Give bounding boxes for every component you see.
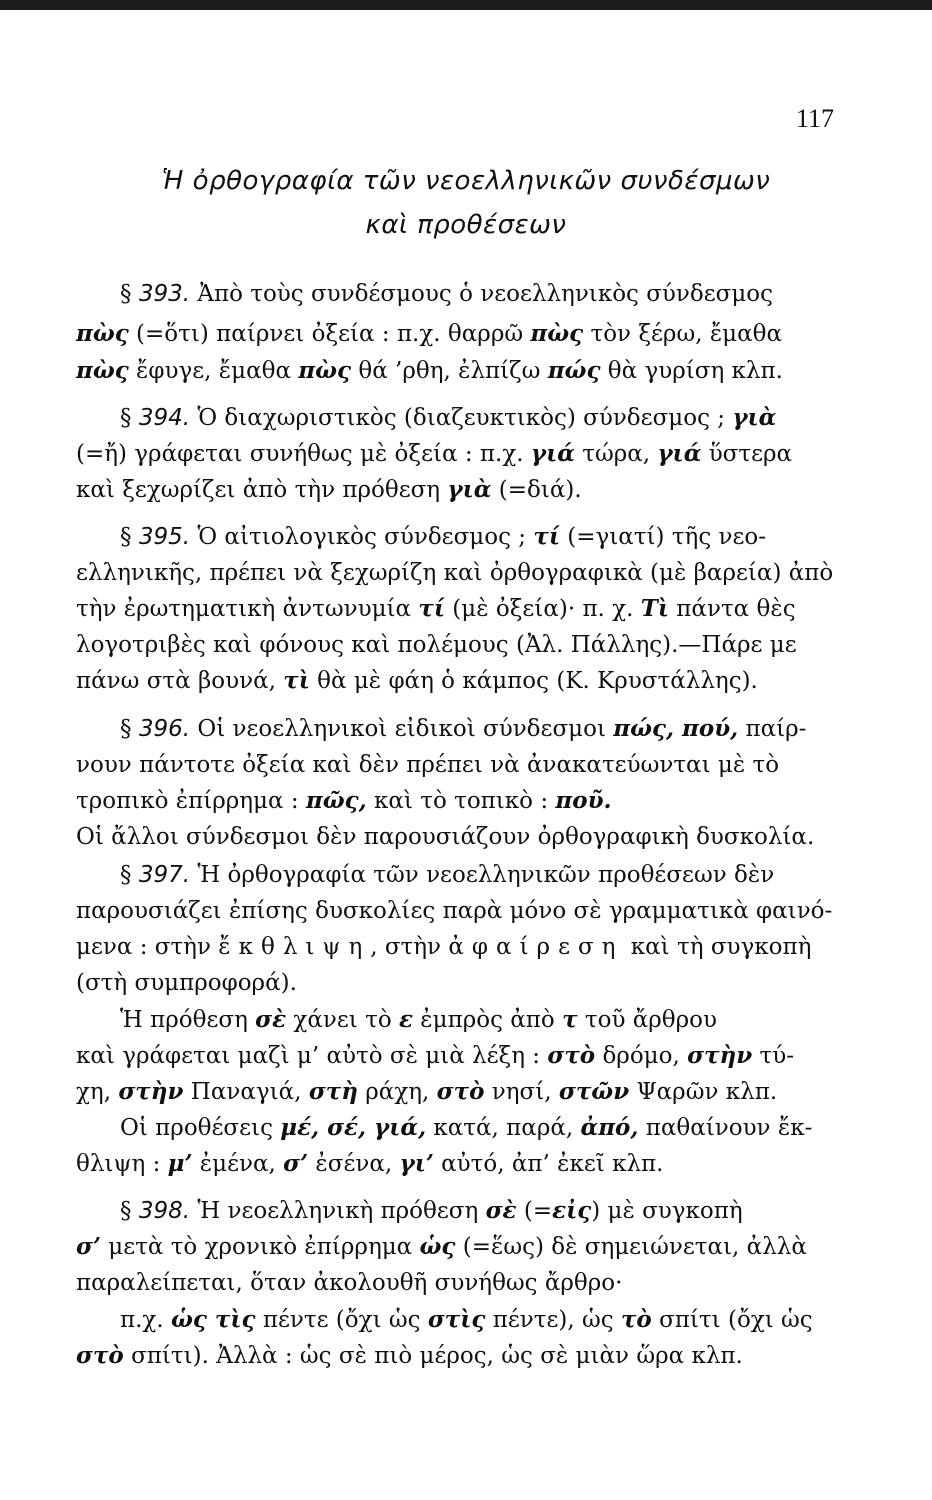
emphasized-word: τί	[418, 595, 445, 622]
chapter-title-line-2: καὶ προθέσεων	[365, 210, 567, 240]
emphasized-word: σ’	[283, 1150, 309, 1177]
text-line	[76, 1265, 844, 1301]
emphasized-word: στὸ	[436, 1078, 485, 1105]
text-run: χάνει τὸ	[286, 1007, 400, 1033]
text-run: §	[120, 281, 139, 307]
text-run: καὶ τὴ συγκοπὴ	[623, 934, 812, 960]
text-run: τροπικὸ ἐπίρρημα :	[76, 788, 306, 814]
emphasized-word: ὡς τὶς	[171, 1306, 256, 1333]
text-run: ὕστερα	[701, 441, 793, 467]
text-run: νησί,	[484, 1079, 559, 1105]
text-run: §	[120, 862, 139, 888]
text-run: πέντε (ὄχι ὡς	[255, 1307, 428, 1333]
emphasized-word: ὡς	[419, 1233, 456, 1260]
emphasized-word: σὲ	[485, 1197, 517, 1224]
emphasized-word: σὲ	[255, 1006, 287, 1033]
emphasized-word: στὴν	[687, 1042, 753, 1069]
emphasized-word: ε	[399, 1006, 413, 1033]
text-line	[76, 1038, 844, 1074]
text-run: χη,	[76, 1079, 119, 1105]
text-line	[120, 1002, 888, 1038]
emphasized-word: Τὶ	[640, 595, 669, 622]
section-number: 397.	[138, 862, 191, 888]
section-number: 398.	[138, 1198, 191, 1224]
text-run: (=ὅτι) παίρνει ὀξεία : π.χ. θαρρῶ	[128, 321, 531, 347]
text-line	[76, 893, 844, 929]
text-line	[76, 316, 844, 352]
text-run: πάνω στὰ βουνά,	[76, 668, 284, 694]
emphasized-word: στὴ	[308, 1078, 358, 1105]
text-run: τὸν ξέρω, ἔμαθα	[583, 321, 783, 347]
text-line	[120, 1110, 888, 1146]
text-line	[120, 1302, 888, 1338]
emphasized-word: στὸ	[547, 1042, 596, 1069]
text-run: ἔφυγε, ἔμαθα	[128, 358, 299, 384]
text-line	[76, 1338, 844, 1374]
text-run: (=ἤ) γράφεται συνήθως μὲ ὀξεία : π.χ.	[76, 441, 531, 467]
text-run: σπίτι). Ἀλλὰ : ὡς σὲ πιὸ μέρος, ὡς σὲ μιὰν ὥρα κλπ.	[123, 1343, 743, 1369]
text-run: παραλείπεται, ὅταν ἀκολουθῆ συνήθως ἄρθρο·	[76, 1270, 623, 1296]
text-run: §	[120, 716, 139, 742]
text-run: θὰ μὲ φάη ὁ κάμπος (Κ. Κρυστάλλης).	[309, 668, 758, 694]
text-run: Ψαρῶν κλπ.	[629, 1079, 778, 1105]
emphasized-word: πώς, πού,	[613, 715, 739, 742]
text-run: ἐμένα,	[192, 1151, 284, 1177]
emphasized-word: γιὰ	[447, 476, 492, 503]
text-run: πάντα θὲς	[669, 596, 796, 622]
text-line	[76, 747, 844, 783]
text-run: τώρα,	[574, 441, 658, 467]
text-line	[120, 519, 888, 555]
text-run: ελληνικῆς, πρέπει νὰ ξεχωρίζη καὶ ὀρθογραφικὰ (μὲ βαρεία) ἀπὸ	[76, 560, 834, 586]
chapter-title-line-1: Ἡ ὀρθογραφία τῶν νεοελληνικῶν συνδέσμων	[161, 166, 771, 196]
text-line	[76, 1146, 844, 1182]
emphasized-word: ἀπό,	[580, 1114, 639, 1141]
text-run: Παναγιά,	[183, 1079, 309, 1105]
emphasized-word: πῶς,	[305, 787, 367, 814]
text-line	[120, 1193, 888, 1229]
text-line	[76, 1229, 844, 1265]
emphasized-word: τὶ	[283, 667, 310, 694]
section-number: 394.	[138, 405, 191, 431]
text-line	[76, 663, 844, 699]
text-run: (στὴ συμπροφορά).	[76, 970, 297, 996]
emphasized-word: στὴν	[118, 1078, 184, 1105]
emphasized-word: στὶς	[427, 1306, 486, 1333]
text-line	[120, 711, 888, 747]
text-line	[76, 472, 844, 508]
text-run: μενα : στὴν	[76, 934, 219, 960]
text-line	[76, 627, 844, 663]
text-run: ἐμπρὸς ἀπὸ	[413, 1007, 563, 1033]
text-run: ) μὲ συγκοπὴ	[591, 1198, 743, 1224]
text-run: Ὁ διαχωριστικὸς (διαζευκτικὸς) σύνδεσμος ;	[190, 405, 733, 431]
text-run: δρόμο,	[595, 1043, 688, 1069]
emphasized-word: γι’	[399, 1150, 434, 1177]
text-run: Οἱ προθέσεις	[120, 1115, 281, 1141]
text-line	[76, 555, 844, 591]
text-line	[76, 929, 844, 965]
text-run: τοῦ ἄρθρου	[577, 1007, 718, 1033]
emphasized-word: πὼς	[76, 320, 129, 347]
emphasized-word: ποῦ.	[555, 787, 612, 814]
emphasized-word: πὼς	[530, 320, 584, 347]
text-run: καὶ ξεχωρίζει ἀπὸ τὴν πρόθεση	[76, 477, 448, 503]
text-run: παίρ-	[738, 716, 807, 742]
text-run: μετὰ τὸ χρονικὸ ἐπίρρημα	[100, 1234, 420, 1260]
text-run: Ἀπὸ τοὺς συνδέσμους ὁ νεοελληνικὸς σύνδεσμος	[190, 281, 774, 307]
text-line	[120, 400, 888, 436]
text-run: κατά, παρά,	[426, 1115, 581, 1141]
emphasized-word: γιὰ	[732, 404, 777, 431]
text-run: ἀφαίρεση	[448, 934, 624, 960]
text-run: Ὁ αἰτιολογικὸς σύνδεσμος ;	[190, 524, 534, 550]
emphasized-word: εἰς	[552, 1197, 592, 1224]
text-run: (=ἕως) δὲ σημειώνεται, ἀλλὰ	[455, 1234, 807, 1260]
emphasized-word: στῶν	[558, 1078, 630, 1105]
text-run: λογοτριβὲς καὶ φόνους καὶ πολέμους (Ἀλ. Πάλλης).—Πάρε με	[76, 632, 797, 658]
text-line	[76, 783, 844, 819]
text-run: παρουσιάζει ἐπίσης δυσκολίες παρὰ μόνο σὲ γραμματικὰ φαινό-	[76, 898, 833, 924]
emphasized-word: τὸ	[620, 1306, 652, 1333]
text-run: πέντε), ὡς	[485, 1307, 621, 1333]
text-run: θά ’ρθη, ἐλπίζω	[351, 358, 548, 384]
page-number: 117	[796, 104, 835, 133]
text-line	[76, 819, 844, 855]
text-run: Ἡ νεοελληνικὴ πρόθεση	[190, 1198, 486, 1224]
emphasized-word: πὼς	[298, 357, 352, 384]
text-run: τὴν ἐρωτηματικὴ ἀντωνυμία	[76, 596, 419, 622]
text-run: (=γιατί) τῆς νεο-	[559, 524, 767, 550]
text-line	[120, 276, 888, 312]
text-run: ἔκθλιψη	[218, 934, 371, 960]
emphasized-word: μέ, σέ, γιά,	[280, 1114, 427, 1141]
text-run: αὐτό, ἀπ’ ἐκεῖ κλπ.	[433, 1151, 664, 1177]
text-run: (=διά).	[491, 477, 582, 503]
text-line	[76, 965, 844, 1001]
text-run: νουν πάντοτε ὀξεία καὶ δὲν πρέπει νὰ ἀνακατεύωνται μὲ τὸ	[76, 752, 780, 778]
section-number: 396.	[138, 716, 191, 742]
text-run: τύ-	[752, 1043, 795, 1069]
text-line	[76, 436, 844, 472]
text-run: θὰ γυρίση κλπ.	[600, 358, 783, 384]
section-number: 393.	[138, 281, 191, 307]
text-run: , στὴν	[370, 934, 449, 960]
text-run: καὶ γράφεται μαζὶ μ’ αὐτὸ σὲ μιὰ λέξη :	[76, 1043, 548, 1069]
text-run: Ἡ πρόθεση	[120, 1007, 256, 1033]
emphasized-word: πὼς	[76, 357, 129, 384]
emphasized-word: σ’	[76, 1233, 101, 1260]
text-run: παθαίνουν ἔκ-	[638, 1115, 813, 1141]
emphasized-word: στὸ	[76, 1342, 124, 1369]
text-run: καὶ τὸ τοπικὸ :	[366, 788, 556, 814]
section-number: 395.	[138, 524, 191, 550]
text-run: ράχη,	[357, 1079, 437, 1105]
text-run: Οἱ ἄλλοι σύνδεσμοι δὲν παρουσιάζουν ὀρθογραφικὴ δυσκολία.	[76, 824, 815, 850]
text-line	[76, 1074, 844, 1110]
emphasized-word: μ’	[167, 1150, 193, 1177]
text-run: §	[120, 1198, 139, 1224]
text-run: σπίτι (ὄχι ὡς	[651, 1307, 813, 1333]
emphasized-word: γιά	[657, 440, 702, 467]
text-run: Ἡ ὀρθογραφία τῶν νεοελληνικῶν προθέσεων δὲν	[190, 862, 775, 888]
emphasized-word: γιά	[530, 440, 575, 467]
scan-top-edge	[0, 0, 932, 10]
emphasized-word: τί	[533, 523, 560, 550]
text-run: (μὲ ὀξεία)· π. χ.	[444, 596, 641, 622]
text-run: θλιψη :	[76, 1151, 168, 1177]
text-line	[120, 857, 888, 893]
emphasized-word: τ	[562, 1006, 578, 1033]
text-line	[76, 591, 844, 627]
text-run: ἐσένα,	[308, 1151, 400, 1177]
emphasized-word: πώς	[547, 357, 601, 384]
text-line	[76, 353, 844, 389]
text-run: π.χ.	[120, 1307, 171, 1333]
text-run: §	[120, 405, 139, 431]
text-run: §	[120, 524, 139, 550]
text-run: Οἱ νεοελληνικοὶ εἰδικοὶ σύνδεσμοι	[190, 716, 614, 742]
text-run: (=	[516, 1198, 553, 1224]
